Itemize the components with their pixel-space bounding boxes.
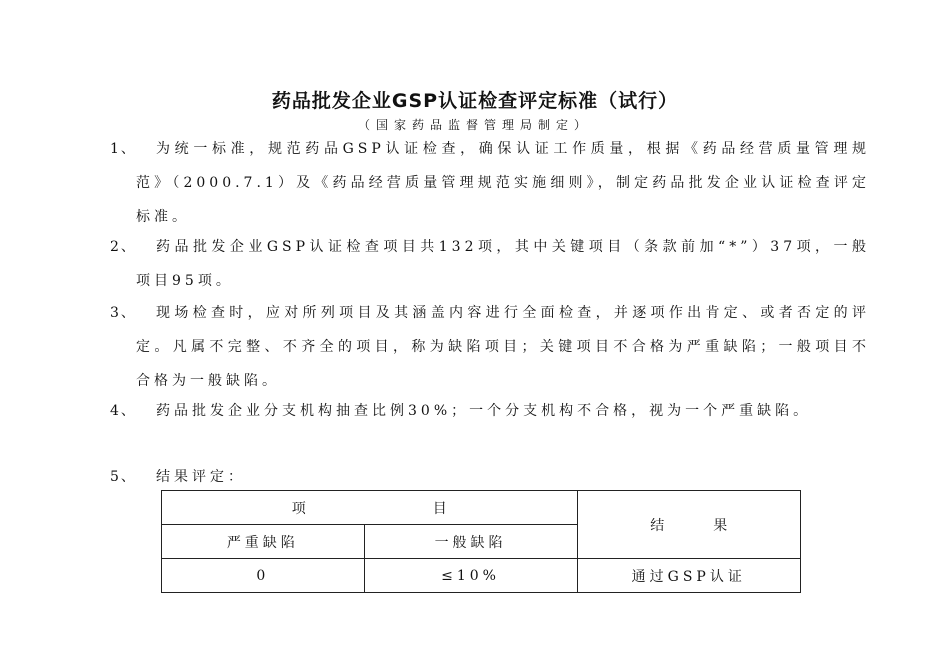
header-severe-defect: 严重缺陷	[162, 525, 365, 559]
cell-severe-value: 0	[162, 559, 365, 593]
item-number: 5、	[110, 469, 137, 485]
header-item-left: 项	[291, 500, 306, 517]
list-item	[110, 460, 870, 494]
item-text: 为统一标准，规范药品GSP认证检查，确保认证工作质量，根据《药品经营质量管理规范》（2000.7.1）及《药品经营质量管理规范实施细则》，制定药品批发企业认证检查评定标准。	[136, 141, 870, 225]
table-row	[162, 559, 801, 593]
result-table	[161, 490, 801, 593]
document-subtitle: （国家药品监督管理局制定）	[357, 118, 592, 132]
list-item	[110, 394, 870, 428]
header-result-right: 果	[713, 517, 728, 534]
cell-general-value: ≤10%	[364, 559, 577, 593]
header-result-cell	[577, 491, 801, 559]
item-text: 药品批发企业GSP认证检查项目共132项，其中关键项目（条款前加“*”）37项，一般项目95项。	[136, 239, 870, 289]
list-item	[110, 132, 870, 234]
list-item	[110, 230, 870, 298]
item-text: 结果评定：	[156, 469, 246, 485]
table-header-row	[162, 491, 801, 525]
header-result-left: 结	[650, 517, 665, 534]
item-number: 3、	[110, 305, 137, 321]
header-item-cell	[162, 491, 578, 525]
item-number: 2、	[110, 239, 137, 255]
item-text: 药品批发企业分支机构抽查比例30%；一个分支机构不合格，视为一个严重缺陷。	[156, 403, 812, 419]
header-item-right: 目	[432, 500, 447, 517]
item-number: 4、	[110, 403, 137, 419]
cell-result-value: 通过GSP认证	[577, 559, 801, 593]
item-text: 现场检查时，应对所列项目及其涵盖内容进行全面检查，并逐项作出肯定、或者否定的评定。凡属不完整、不齐全的项目，称为缺陷项目；关键项目不合格为严重缺陷；一般项目不合格为一般缺陷。	[136, 305, 870, 389]
item-number: 1、	[110, 141, 137, 157]
header-general-defect: 一般缺陷	[364, 525, 577, 559]
list-item	[110, 296, 870, 398]
document-title: 药品批发企业GSP认证检查评定标准（试行）	[271, 90, 679, 112]
